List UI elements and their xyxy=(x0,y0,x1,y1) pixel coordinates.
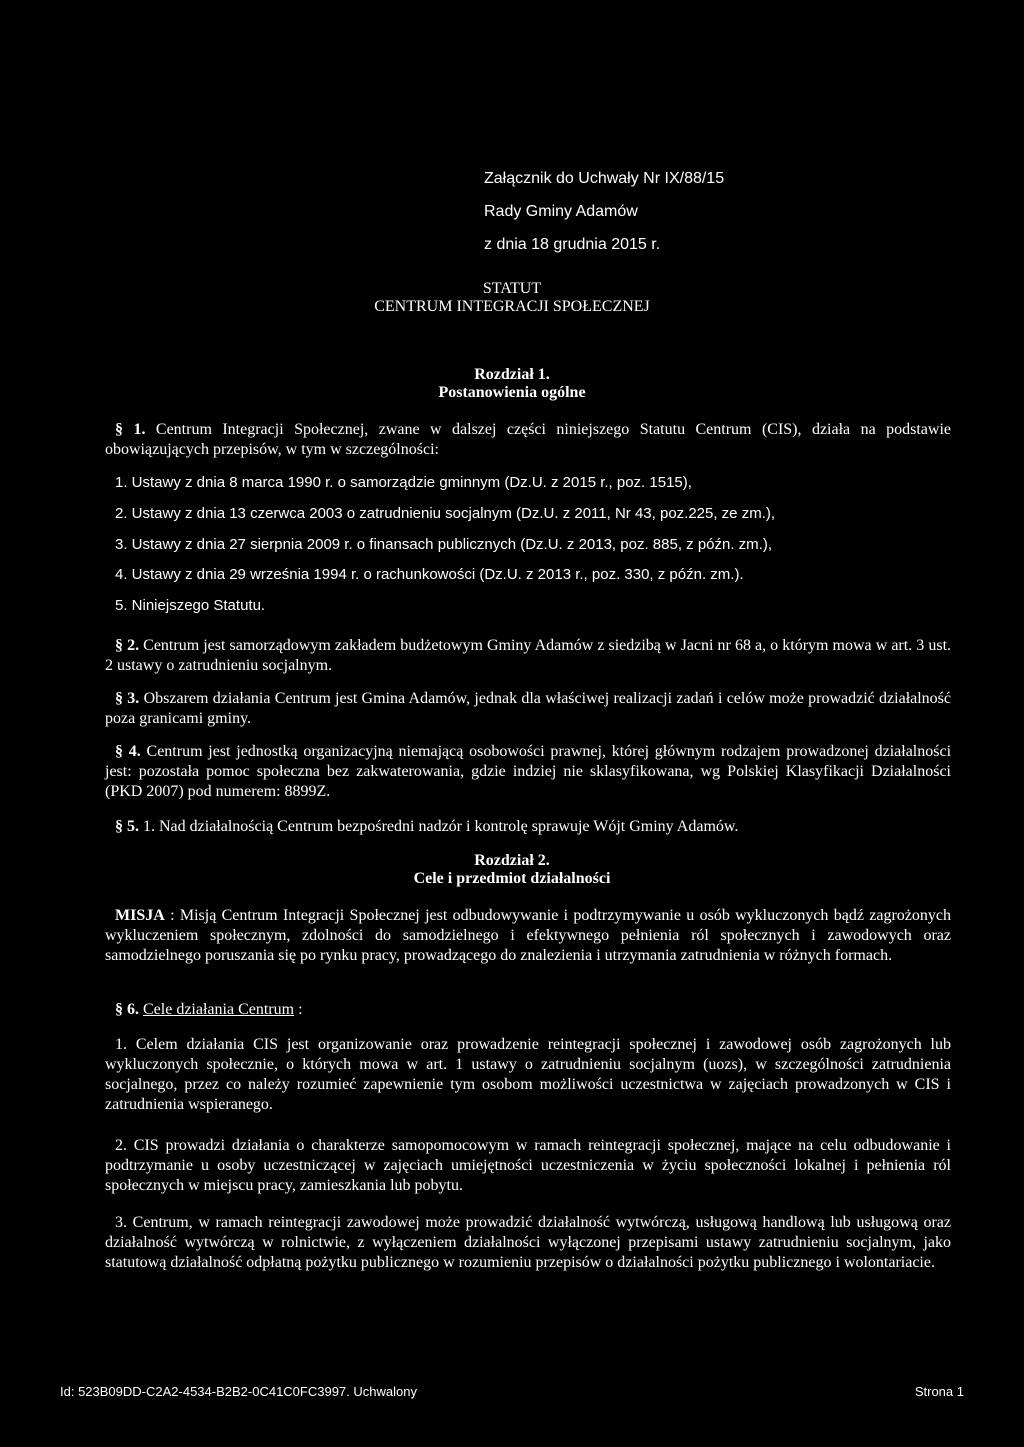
section-5 xyxy=(105,817,951,837)
chapter-1-name: Postanowienia ogólne xyxy=(438,384,586,401)
list-item: 5. Niniejszego Statutu. xyxy=(115,597,266,614)
mission-text: : Misją Centrum Integracji Społecznej jest odbudowywanie i podtrzymywanie u osób wykluczonych bądź zagrożonych wykluczeniem społecznym, zdolności do samodzielnego i efektywnego pełnienia ról społecznych i zawodowych oraz samodzielnego poruszania się po rynku pracy, prowadzącego do znalezienia i utrzymania zatrudnienia w różnych formach. xyxy=(105,907,952,964)
header-line-1: Załącznik do Uchwały Nr IX/88/15 xyxy=(484,170,725,187)
section-2-text: Centrum jest samorządowym zakładem budżetowym Gminy Adamów z siedzibą w Jacni nr 68 a, o którym mowa w art. 3 ust. 2 ustawy o zatrudnieniu socjalnym. xyxy=(105,637,952,674)
section-6-point-1 xyxy=(105,1035,951,1115)
title-line-1: STATUT xyxy=(482,280,542,297)
section-3-mark: § 3. xyxy=(115,690,140,707)
header-line-2: Rady Gminy Adamów xyxy=(484,203,638,220)
section-6-point-1-text: 1. Celem działania CIS jest organizowanie oraz prowadzenie reintegracji społecznej i zawodowej osób zagrożonych lub wykluczonych społecznie, o których mowa w art. 1 ustawy o zatrudnieniu socjalnym (uozs), w szczególności zatrudnienia socjalnego, przez co należy rozumieć zapewnienie tym osobom możliwości uczestnictwa w zajęciach prowadzonych w CIS i zatrudnienia wspieranego. xyxy=(105,1036,951,1113)
section-5-text: 1. Nad działalnością Centrum bezpośredni nadzór i kontrolę sprawuje Wójt Gminy Adamów. xyxy=(143,818,739,835)
chapter-2-heading xyxy=(0,852,1024,888)
section-3-text: Obszarem działania Centrum jest Gmina Adamów, jednak dla właściwej realizacji zadań i celów może prowadzić działalność poza granicami gminy. xyxy=(105,690,952,727)
section-1 xyxy=(105,420,951,460)
section-4-text: Centrum jest jednostką organizacyjną niemającą osobowości prawnej, której głównym rodzajem prowadzonej działalności jest: pozostała pomoc społeczna bez zakwaterowania, gdzie indziej nie sklasyfikowana, wg Polskiej Klasyfikacji Działalności (PKD 2007) pod numerem: 8899Z. xyxy=(105,743,952,800)
chapter-1-label: Rozdział 1. xyxy=(474,366,550,383)
section-6-point-3-text: 3. Centrum, w ramach reintegracji zawodowej może prowadzić działalność wytwórczą, usługową handlową lub usługową oraz działalność wytwórczą w rolnictwie, z wyłączeniem działalności wyłączonej przepisami ustawy zatrudnieniu socjalnym, jako statutową działalność odpłatną pożytku publicznego w rozumieniu przepisów o działalności pożytku publicznego i wolontariacie. xyxy=(105,1214,951,1271)
section-1-text: Centrum Integracji Społecznej, zwane w dalszej części niniejszego Statutu Centrum (CIS), działa na podstawie obowiązujących przepisów, w tym w szczególności: xyxy=(105,421,952,458)
section-4-mark: § 4. xyxy=(115,743,141,760)
section-6-colon: : xyxy=(298,1001,303,1018)
section-3 xyxy=(105,689,951,729)
header-line-3: z dnia 18 grudnia 2015 r. xyxy=(484,236,661,253)
list-item: 1. Ustawy z dnia 8 marca 1990 r. o samorządzie gminnym (Dz.U. z 2015 r., poz. 1515), xyxy=(115,474,692,491)
footer-page-number: Strona 1 xyxy=(914,1384,964,1399)
title-line-2: CENTRUM INTEGRACJI SPOŁECZNEJ xyxy=(374,298,650,315)
mission-paragraph xyxy=(105,906,951,966)
section-5-mark: § 5. xyxy=(115,818,139,835)
section-2-mark: § 2. xyxy=(115,637,140,654)
mission-label: MISJA xyxy=(115,907,165,924)
footer-document-id: Id: 523B09DD-C2A2-4534-B2B2-0C41C0FC3997. Uchwalony xyxy=(60,1384,417,1399)
chapter-2-name: Cele i przedmiot działalności xyxy=(413,870,611,887)
chapter-1-heading xyxy=(0,366,1024,402)
section-6-point-2 xyxy=(105,1136,951,1196)
section-6-title: Cele działania Centrum xyxy=(143,1001,295,1018)
section-6-heading xyxy=(105,1000,951,1020)
list-item: 2. Ustawy z dnia 13 czerwca 2003 o zatrudnieniu socjalnym (Dz.U. z 2011, Nr 43, poz.225, ze zm.), xyxy=(115,505,776,522)
statute-title xyxy=(0,280,1024,316)
attachment-header xyxy=(484,170,724,269)
section-4 xyxy=(105,742,951,802)
section-1-mark: § 1. xyxy=(115,421,146,438)
section-6-mark: § 6. xyxy=(115,1001,139,1018)
section-6-point-2-text: 2. CIS prowadzi działania o charakterze samopomocowym w ramach reintegracji społecznej, mające na celu odbudowanie i podtrzymanie u osoby uczestniczącej w zajęciach umiejętności uczestniczenia w życiu społeczności lokalnej i pełnienia ról społecznych w miejscu pracy, zamieszkania lub pobytu. xyxy=(105,1137,951,1194)
section-2 xyxy=(105,636,951,676)
list-item: 3. Ustawy z dnia 27 sierpnia 2009 r. o finansach publicznych (Dz.U. z 2013, poz. 885, z późn. zm.), xyxy=(115,536,773,553)
chapter-2-label: Rozdział 2. xyxy=(474,852,550,869)
section-6-point-3 xyxy=(105,1213,951,1273)
list-item: 4. Ustawy z dnia 29 września 1994 r. o rachunkowości (Dz.U. z 2013 r., poz. 330, z późn. zm.). xyxy=(115,566,744,583)
